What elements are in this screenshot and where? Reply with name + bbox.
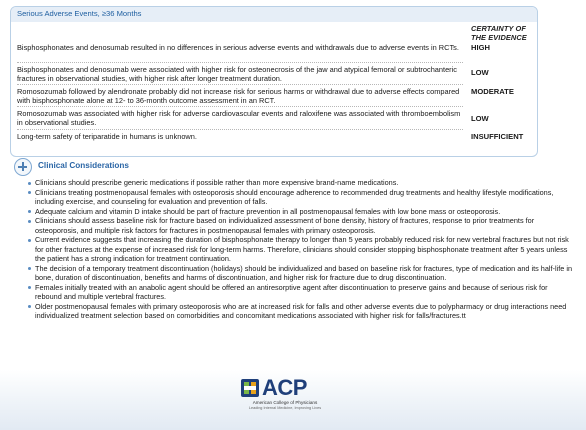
sae-statement: Bisphosphonates and denosumab were associated with higher risk for osteonecrosis of the jaw and atypical femoral or subtrochanteric fractures in observational studies, with higher risk after longer treatment duration. — [17, 65, 457, 83]
logo-subtitle: American College of Physicians — [252, 400, 318, 405]
row-divider — [17, 129, 463, 130]
sae-certainty: MODERATE — [471, 87, 514, 96]
list-item: Clinicians should assess baseline risk for fracture based on individualized assessment of bone density, history of fractures, response to prior treatments for osteoporosis, and multiple risk factors for fractures in postmenopausal females with primary osteoporosis. — [28, 216, 576, 235]
row-divider — [17, 62, 463, 63]
list-item: Older postmenopausal females with primary osteoporosis who are at increased risk for falls and other adverse events due to polypharmacy or drug interactions need individualized treatment selection based on comorbidities and concomitant medications associated with higher risk for falls/fractures.tt — [28, 302, 576, 321]
sae-certainty: LOW — [471, 68, 489, 77]
plus-circle-icon — [14, 158, 32, 176]
clinical-considerations-title: Clinical Considerations — [38, 161, 129, 170]
logo-tagline: Leading Internal Medicine, Improving Lives — [248, 406, 322, 410]
acp-logo — [240, 377, 330, 417]
sae-statement: Long-term safety of teriparatide in humans is unknown. — [17, 132, 197, 141]
sae-certainty: HIGH — [471, 43, 490, 52]
sae-row — [17, 132, 537, 150]
list-item: Adequate calcium and vitamin D intake should be part of fracture prevention in all postmenopausal females with low bone mass or osteoporosis. — [28, 207, 576, 216]
sae-row — [17, 87, 537, 105]
serious-adverse-events-box — [10, 6, 538, 157]
sae-certainty: INSUFFICIENT — [471, 132, 524, 141]
sae-row — [17, 109, 537, 127]
row-divider — [17, 84, 463, 85]
list-item: Clinicians should prescribe generic medications if possible rather than more expensive brand-name medications. — [28, 178, 576, 187]
clinical-considerations-list — [28, 178, 576, 321]
clinical-considerations-header — [14, 158, 314, 176]
list-item: Clinicians treating postmenopausal females with osteoporosis should encourage adherence to recommended drug treatments and healthy lifestyle modifications, including exercise, and counseling for evaluation and prevention of falls. — [28, 188, 576, 207]
sae-statement: Romosozumab was associated with higher risk for adverse cardiovascular events and raloxifene was associated with thromboembolism in observational studies. — [17, 109, 461, 127]
sae-certainty: LOW — [471, 114, 489, 123]
list-item: The decision of a temporary treatment discontinuation (holidays) should be individualized and based on baseline risk for fractures, type of medication and its half-life in bone, duration of discontinuation, benefits and harms of discontinuation, and higher risk for fracture due to drug discontinuation. — [28, 264, 576, 283]
acp-logo-icon — [240, 378, 260, 398]
list-item: Females initially treated with an anabolic agent should be offered an antiresorptive agent after discontinuation to preserve gains and because of serious risk for rebound and multiple vertebral fractures. — [28, 283, 576, 302]
sae-statement: Bisphosphonates and denosumab resulted in no differences in serious adverse events and withdrawals due to adverse events in RCTs. — [17, 43, 459, 52]
logo-wordmark: ACP — [262, 375, 307, 400]
sae-statement: Romosozumab followed by alendronate probably did not increase risk for serious harms or withdrawal due to adverse effects compared with bisphosphonate alone at 12- to 36-month outcome assessment in an RCT. — [17, 87, 460, 105]
sae-row — [17, 43, 537, 61]
sae-title: Serious Adverse Events, ≥36 Months — [11, 7, 537, 22]
list-item: Current evidence suggests that increasing the duration of bisphosphonate therapy to longer than 5 years probably reduced risk for new vertebral fractures but not risk for other fractures at the expense of increased risk for long-term harms. Therefore, clinicians should consider stopping bisphosphonate treatment after 5 years unless the patient has a strong indication for treatment continuation. — [28, 235, 576, 263]
sae-row — [17, 65, 537, 83]
row-divider — [17, 106, 463, 107]
certainty-column-header: CERTAINTY OF THE EVIDENCE — [471, 24, 527, 42]
